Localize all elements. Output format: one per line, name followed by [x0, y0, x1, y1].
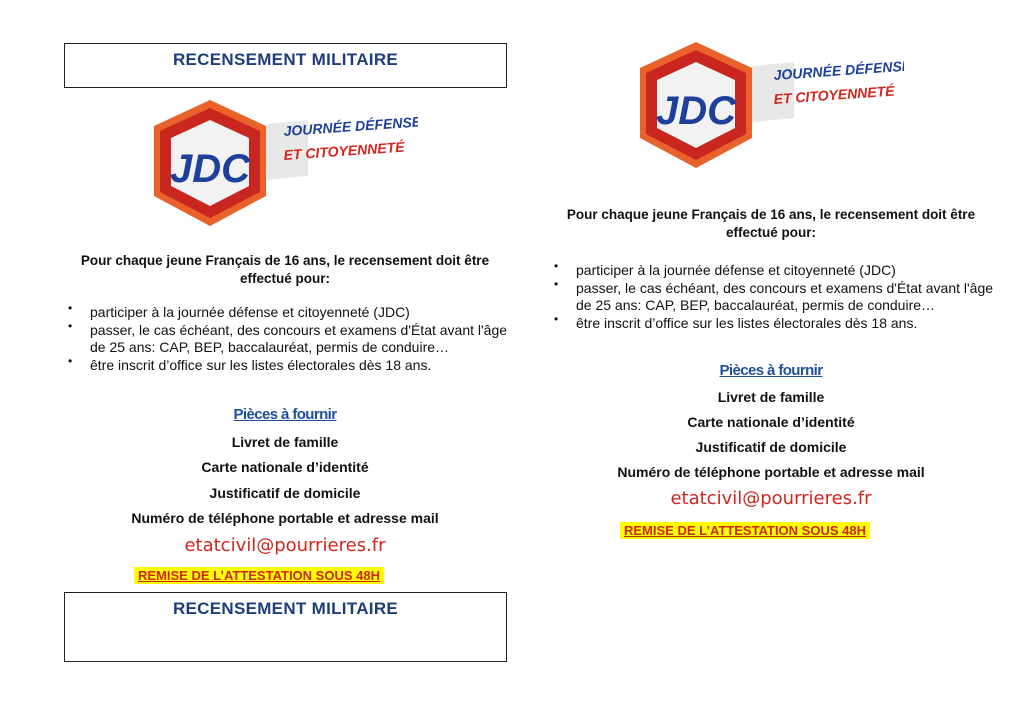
email-link[interactable]: etatcivil@pourrieres.fr: [670, 488, 872, 509]
bullet-item: • être inscrit d’office sur les listes électorales dès 18 ans.: [554, 315, 994, 333]
piece-item: Justificatif de domicile: [209, 485, 361, 501]
piece-item: Numéro de téléphone portable et adresse mail: [617, 464, 925, 480]
bullet-item: • être inscrit d’office sur les listes électorales dès 18 ans.: [68, 357, 508, 375]
logo-initials: JDC: [655, 89, 737, 133]
footer-title: RECENSEMENT MILITAIRE: [172, 599, 399, 618]
header-title-box: [64, 43, 507, 88]
piece-item: Carte nationale d’identité: [201, 459, 369, 475]
jdc-logo-icon: [148, 98, 418, 233]
logo-line1: JOURNÉE DÉFENSE: [773, 57, 904, 83]
intro-text: Pour chaque jeune Français de 16 ans, le recensement doit être effectué pour:: [566, 207, 976, 240]
bullet-item: • passer, le cas échéant, des concours et examens d'État avant l'âge de 25 ans: CAP, BEP, baccalauréat, permis de conduire…: [68, 322, 508, 357]
email-link[interactable]: etatcivil@pourrieres.fr: [184, 535, 386, 556]
footer-title-box: [64, 592, 507, 662]
pieces-title: Pièces à fournir: [719, 362, 823, 379]
bullet-list: [554, 262, 994, 332]
attestation-notice: REMISE DE L’ATTESTATION SOUS 48H: [620, 522, 870, 539]
piece-item: Justificatif de domicile: [695, 439, 847, 455]
logo-line2: ET CITOYENNETÉ: [283, 138, 406, 163]
logo-line1: JOURNÉE DÉFENSE: [283, 113, 418, 139]
jdc-logo-right: [634, 40, 904, 175]
jdc-logo-left: [148, 98, 418, 233]
jdc-logo-icon: [634, 40, 904, 175]
piece-item: Numéro de téléphone portable et adresse mail: [131, 510, 439, 526]
piece-item: Carte nationale d’identité: [687, 414, 855, 430]
pieces-title: Pièces à fournir: [233, 406, 337, 423]
bullet-list: [68, 304, 508, 374]
logo-line2: ET CITOYENNETÉ: [773, 82, 896, 107]
bullet-item: • participer à la journée défense et citoyenneté (JDC): [554, 262, 994, 280]
bullet-item: • participer à la journée défense et citoyenneté (JDC): [68, 304, 508, 322]
piece-item: Livret de famille: [231, 434, 339, 450]
header-title: RECENSEMENT MILITAIRE: [172, 50, 399, 69]
logo-initials: JDC: [169, 147, 251, 191]
intro-text: Pour chaque jeune Français de 16 ans, le recensement doit être effectué pour:: [80, 253, 490, 286]
bullet-item: • passer, le cas échéant, des concours et examens d'État avant l'âge de 25 ans: CAP, BEP, baccalauréat, permis de conduire…: [554, 280, 994, 315]
piece-item: Livret de famille: [717, 389, 825, 405]
attestation-notice: REMISE DE L’ATTESTATION SOUS 48H: [134, 567, 384, 584]
